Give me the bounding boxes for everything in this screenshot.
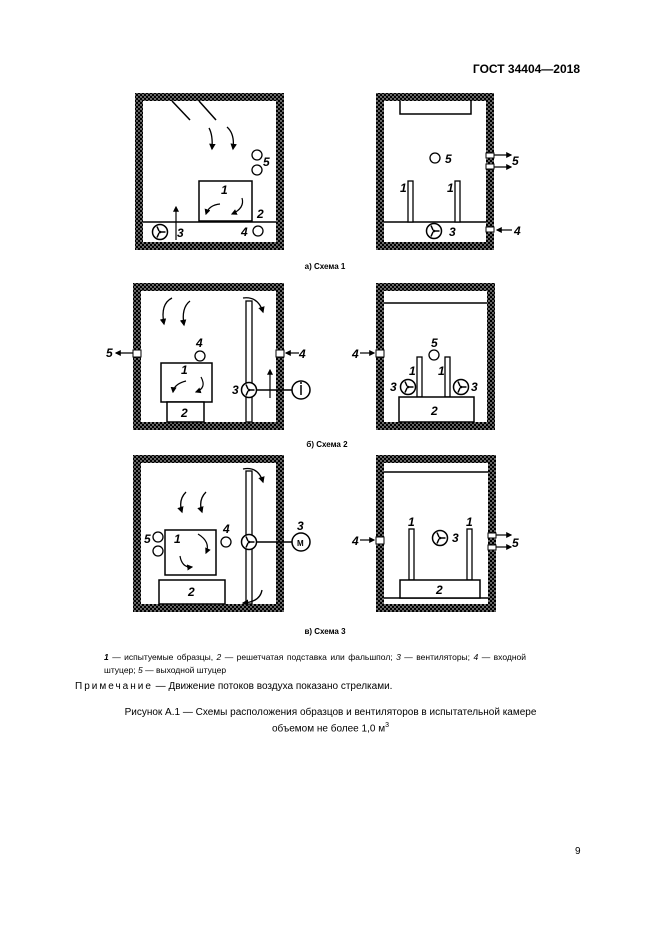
- caption-scheme-2: б) Схема 2: [306, 440, 348, 449]
- label-meter: M: [297, 539, 304, 548]
- label-sample: 1: [466, 515, 473, 529]
- label-outlet: 5: [106, 346, 113, 360]
- label-outlet: 5: [512, 154, 519, 168]
- label-outlet: 5: [263, 155, 270, 169]
- caption-scheme-1: а) Схема 1: [304, 262, 346, 271]
- figure-caption-superscript: 3: [385, 722, 389, 729]
- legend-num-5: 5: [138, 665, 143, 675]
- scheme-2-right: [360, 283, 495, 430]
- label-outlet: 5: [445, 152, 452, 166]
- label-stand: 2: [181, 406, 188, 420]
- note-label: Примечание: [75, 681, 153, 692]
- legend-text-5: — выходной штуцер: [142, 665, 227, 675]
- figure-caption-line-2: [0, 719, 661, 735]
- label-fan: 3: [471, 380, 478, 394]
- legend-num-3: 3: [396, 652, 401, 662]
- legend-num-4: 4: [473, 652, 479, 662]
- label-sample: 1: [409, 364, 416, 378]
- label-inlet: 4: [352, 347, 359, 361]
- label-stand: 2: [257, 207, 264, 221]
- label-fan: 3: [177, 226, 184, 240]
- legend-text-4: — входной штуцер;: [104, 652, 526, 675]
- label-sample: 1: [447, 181, 454, 195]
- label-inlet: 4: [223, 522, 230, 536]
- figure-caption-line-2-text: объемом не более 1,0 м: [272, 723, 386, 735]
- label-sample: 1: [181, 363, 188, 377]
- label-inlet: 4: [514, 224, 521, 238]
- scheme-3-left: [133, 455, 310, 612]
- document-header: ГОСТ 34404—2018: [472, 62, 580, 76]
- note: [75, 681, 392, 692]
- legend-text-3: — вентиляторы;: [400, 652, 474, 662]
- label-inlet: 4: [196, 336, 203, 350]
- label-sample: 1: [400, 181, 407, 195]
- figure-legend: [104, 651, 526, 677]
- label-stand: 2: [188, 585, 195, 599]
- page-number: 9: [575, 846, 581, 857]
- label-inlet: 4: [352, 534, 359, 548]
- legend-text-2: — решетчатая подставка или фальшпол;: [221, 652, 397, 662]
- label-stand: 2: [436, 583, 443, 597]
- legend-num-1: 1: [104, 652, 109, 662]
- caption-scheme-3: в) Схема 3: [304, 627, 346, 636]
- scheme-1-left: [135, 93, 284, 250]
- figure-caption: [0, 706, 661, 735]
- label-outlet: 5: [144, 532, 151, 546]
- label-stand: 2: [431, 404, 438, 418]
- figure-caption-line-1: Рисунок А.1 — Схемы расположения образцов и вентиляторов в испытательной камере: [124, 707, 537, 718]
- note-text: — Движение потоков воздуха показано стрелками.: [152, 681, 393, 692]
- label-inlet: 4: [241, 225, 248, 239]
- legend-text-1: — испытуемые образцы,: [108, 652, 217, 662]
- label-outlet: 5: [512, 536, 519, 550]
- label-outlet: 5: [431, 336, 438, 350]
- label-fan: 3: [297, 519, 304, 533]
- scheme-1-right: [376, 93, 512, 250]
- legend-num-2: 2: [216, 652, 222, 662]
- label-fan: 3: [232, 383, 239, 397]
- label-sample: 1: [174, 532, 181, 546]
- scheme-2-left: [116, 283, 310, 430]
- label-fan: 3: [452, 531, 459, 545]
- label-fan: 3: [449, 225, 456, 239]
- label-sample: 1: [408, 515, 415, 529]
- label-fan: 3: [390, 380, 397, 394]
- label-inlet: 4: [299, 347, 306, 361]
- label-sample: 1: [221, 183, 228, 197]
- label-sample: 1: [438, 364, 445, 378]
